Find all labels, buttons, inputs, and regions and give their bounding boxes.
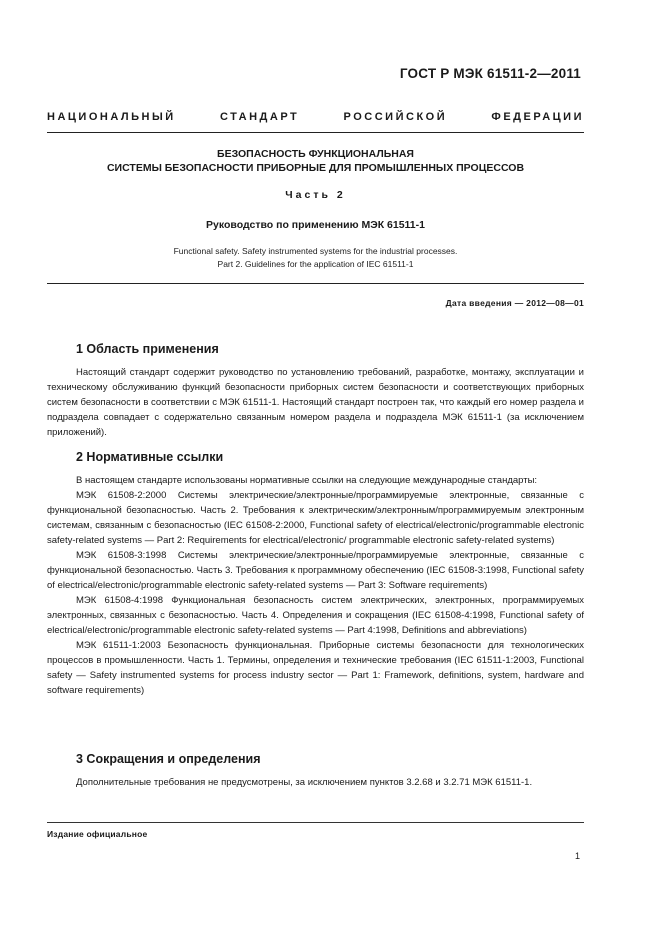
part-label: Часть 2 xyxy=(285,189,346,201)
reference-item: МЭК 61511-1:2003 Безопасность функциональная. Приборные системы безопасности для технологических процессов в промышленности. Часть 1. Термины, определения и технические требования (IEC 61511-1:2003, Functional safety — Safety instrumented systems for process industry sector — Part 1: Framework, definitions, system, hardware and software requirements) xyxy=(47,640,584,696)
paragraph: В настоящем стандарте использованы нормативные ссылки на следующие международные стандарты: xyxy=(76,475,538,486)
introduction-date: Дата введения — 2012—08—01 xyxy=(445,298,584,308)
reference-item: МЭК 61508-2:2000 Системы электрические/электронные/программируемые электронные, связанные с функциональной безопасностью. Часть 2. Требования к электрическим/электронным/программируемым электронным системам, связанным с безопасностью (IEC 61508-2:2000, Functional safety of electrical/electronic/programmable electronic safety-related systems — Part 2: Requirements for electrical/electronic/ programmable electronic safety-related systems) xyxy=(47,490,584,546)
standard-code: ГОСТ Р МЭК 61511-2—2011 xyxy=(399,66,581,81)
title-divider xyxy=(47,283,584,284)
official-edition-label: Издание официальное xyxy=(47,829,148,839)
paragraph: Настоящий стандарт содержит руководство по установлению требований, разработке, монтажу, эксплуатации и техническому обслуживанию функций безопасности приборных систем безопасности и соответствующих приборных систем безопасности в соответствии с МЭК 61511-1. Настоящий стандарт построен так, что каждый его номер раздела и подраздела совпадает с содержательно связанным номером раздела и подраздела МЭК 61511-1 (за исключением приложений). xyxy=(47,367,584,438)
reference-item: МЭК 61508-3:1998 Системы электрические/электронные/программируемые электронные, связанные с функциональной безопасностью. Часть 3. Требования к программному обеспечению (IEC 61508-3:1998, Functional safety of electrical/electronic/programmable electronic safety-related systems — Part 3: Software requirements) xyxy=(47,550,584,591)
footer-divider xyxy=(47,822,584,823)
subtitle: Руководство по применению МЭК 61511-1 xyxy=(206,219,425,231)
page-number: 1 xyxy=(574,851,580,861)
national-standard-banner: НАЦИОНАЛЬНЫЙ СТАНДАРТ РОССИЙСКОЙ ФЕДЕРАЦИИ xyxy=(47,111,584,123)
section-3-heading: 3 Сокращения и определения xyxy=(76,752,261,766)
english-title-line-2: Part 2. Guidelines for the application of IEC 61511-1 xyxy=(217,259,414,269)
reference-item: МЭК 61508-4:1998 Функциональная безопасность систем электрических, электронных, программируемых электронных, связанных с безопасностью. Часть 4. Определения и сокращения (IEC 61508-4:1998, Functional safety of electrical/electronic/programmable electronic safety-related systems — Part 4:1998, Definitions and abbreviations) xyxy=(47,595,584,636)
title-line-2: СИСТЕМЫ БЕЗОПАСНОСТИ ПРИБОРНЫЕ ДЛЯ ПРОМЫШЛЕННЫХ ПРОЦЕССОВ xyxy=(106,162,525,174)
section-1-body xyxy=(47,365,584,440)
section-1-heading: 1 Область применения xyxy=(76,342,219,356)
english-title-line-1: Functional safety. Safety instrumented systems for the industrial processes. xyxy=(173,246,458,256)
title-line-1: БЕЗОПАСНОСТЬ ФУНКЦИОНАЛЬНАЯ xyxy=(217,148,414,160)
top-divider xyxy=(47,132,584,133)
section-3-body xyxy=(47,775,584,790)
section-2-heading: 2 Нормативные ссылки xyxy=(76,450,224,464)
paragraph: Дополнительные требования не предусмотрены, за исключением пунктов 3.2.68 и 3.2.71 МЭК 61511-1. xyxy=(76,777,533,788)
section-2-body xyxy=(47,473,584,698)
